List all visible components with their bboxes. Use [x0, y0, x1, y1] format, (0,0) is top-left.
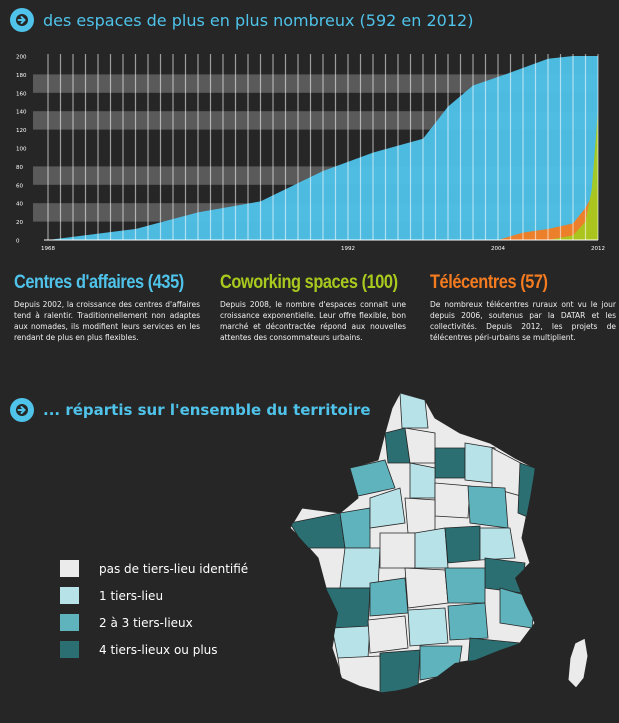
section-title: des espaces de plus en plus nombreux (592 en 2012) [43, 10, 474, 30]
column-title: Centres d'affaires (435) [14, 272, 184, 293]
legend-item [60, 555, 248, 582]
legend-item [60, 582, 248, 609]
legend-swatch [60, 614, 79, 631]
y-tick-label: 160 [16, 91, 27, 98]
legend-item [60, 609, 248, 636]
y-tick-label: 100 [16, 146, 27, 153]
y-tick-label: 0 [16, 238, 20, 245]
legend-swatch [60, 560, 79, 577]
column-title: Coworking spaces (100) [220, 272, 398, 293]
y-tick-label: 20 [16, 220, 23, 227]
column-telecentres [430, 272, 616, 343]
column-centres-affaires [14, 272, 200, 343]
column-text: Depuis 2002, la croissance des centres d'affaires tend à ralentir. Traditionnellement non adaptes aux nomades, ils modifient leurs services en les rendant de plus en plus flexibles. [14, 300, 200, 342]
y-tick-label: 60 [16, 183, 23, 190]
legend-label: 1 tiers-lieu [99, 588, 164, 603]
x-tick-label: 2004 [491, 246, 505, 252]
x-tick-label: 1968 [41, 246, 55, 252]
y-tick-label: 120 [16, 128, 27, 135]
y-tick-label: 180 [16, 72, 27, 79]
y-tick-label: 200 [16, 54, 27, 61]
column-coworking [220, 272, 406, 343]
column-text: Depuis 2008, le nombre d'espaces connait une croissance exponentielle. Leur offre flexible, bon marché et décontractée répond aux nouvelles attentes des consommateurs urbains. [220, 300, 406, 342]
growth-area-chart [0, 44, 619, 264]
corsica [568, 638, 588, 688]
x-tick-label: 1992 [341, 246, 355, 252]
arrow-right-icon [10, 8, 34, 32]
y-tick-label: 80 [16, 164, 23, 171]
section-title: ... répartis sur l'ensemble du territoire [43, 401, 371, 419]
map-legend [60, 555, 248, 663]
y-tick-label: 40 [16, 201, 23, 208]
column-text: De nombreux télécentres ruraux ont vu le jour depuis 2006, soutenus par la DATAR et les collectivités. Depuis 2012, les projets de télécentres péri-urbains se multiplient. [430, 300, 616, 342]
y-tick-label: 140 [16, 109, 27, 116]
legend-label: 2 à 3 tiers-lieux [99, 615, 193, 630]
legend-swatch [60, 587, 79, 604]
section-header-growth [10, 8, 473, 32]
legend-item [60, 636, 248, 663]
legend-swatch [60, 641, 79, 658]
arrow-right-icon [10, 398, 34, 422]
x-tick-label: 2012 [591, 246, 605, 252]
column-title: Télécentres (57) [430, 272, 548, 293]
legend-label: 4 tiers-lieux ou plus [99, 642, 218, 657]
legend-label: pas de tiers-lieu identifié [99, 561, 249, 576]
france-map [230, 388, 610, 718]
